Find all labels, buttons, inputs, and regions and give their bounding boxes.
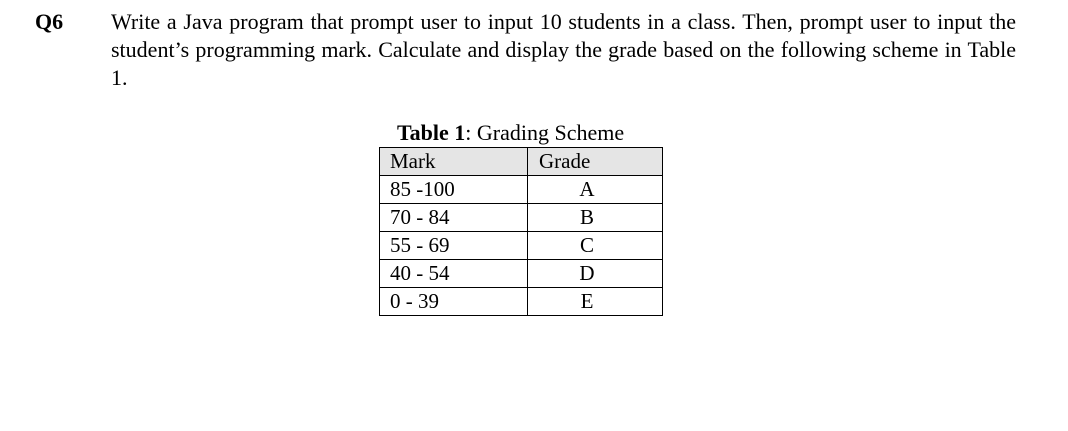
header-mark: Mark: [380, 148, 528, 176]
table-row: [380, 260, 663, 288]
table-row: [380, 232, 663, 260]
mark-cell: 70 - 84: [380, 204, 528, 232]
mark-cell: 0 - 39: [380, 288, 528, 316]
table-caption: [397, 119, 624, 147]
grade-cell: D: [528, 260, 663, 288]
mark-cell: 55 - 69: [380, 232, 528, 260]
question-number: Q6: [35, 9, 64, 34]
table-header-row: [380, 148, 663, 176]
grade-cell: B: [528, 204, 663, 232]
grade-cell: E: [528, 288, 663, 316]
question-text: Write a Java program that prompt user to input 10 students in a class. Then, prompt user to input the student’s programming mark. Calculate and display the grade based on the following scheme in Table 1.: [111, 9, 1016, 90]
table-row: [380, 204, 663, 232]
table-caption-title: : Grading Scheme: [465, 120, 625, 145]
grading-scheme-table: [379, 147, 663, 316]
header-grade: Grade: [528, 148, 663, 176]
mark-cell: 85 -100: [380, 176, 528, 204]
grade-cell: C: [528, 232, 663, 260]
mark-cell: 40 - 54: [380, 260, 528, 288]
grade-cell: A: [528, 176, 663, 204]
table-row: [380, 176, 663, 204]
table-row: [380, 288, 663, 316]
table-caption-label: Table 1: [397, 120, 466, 145]
